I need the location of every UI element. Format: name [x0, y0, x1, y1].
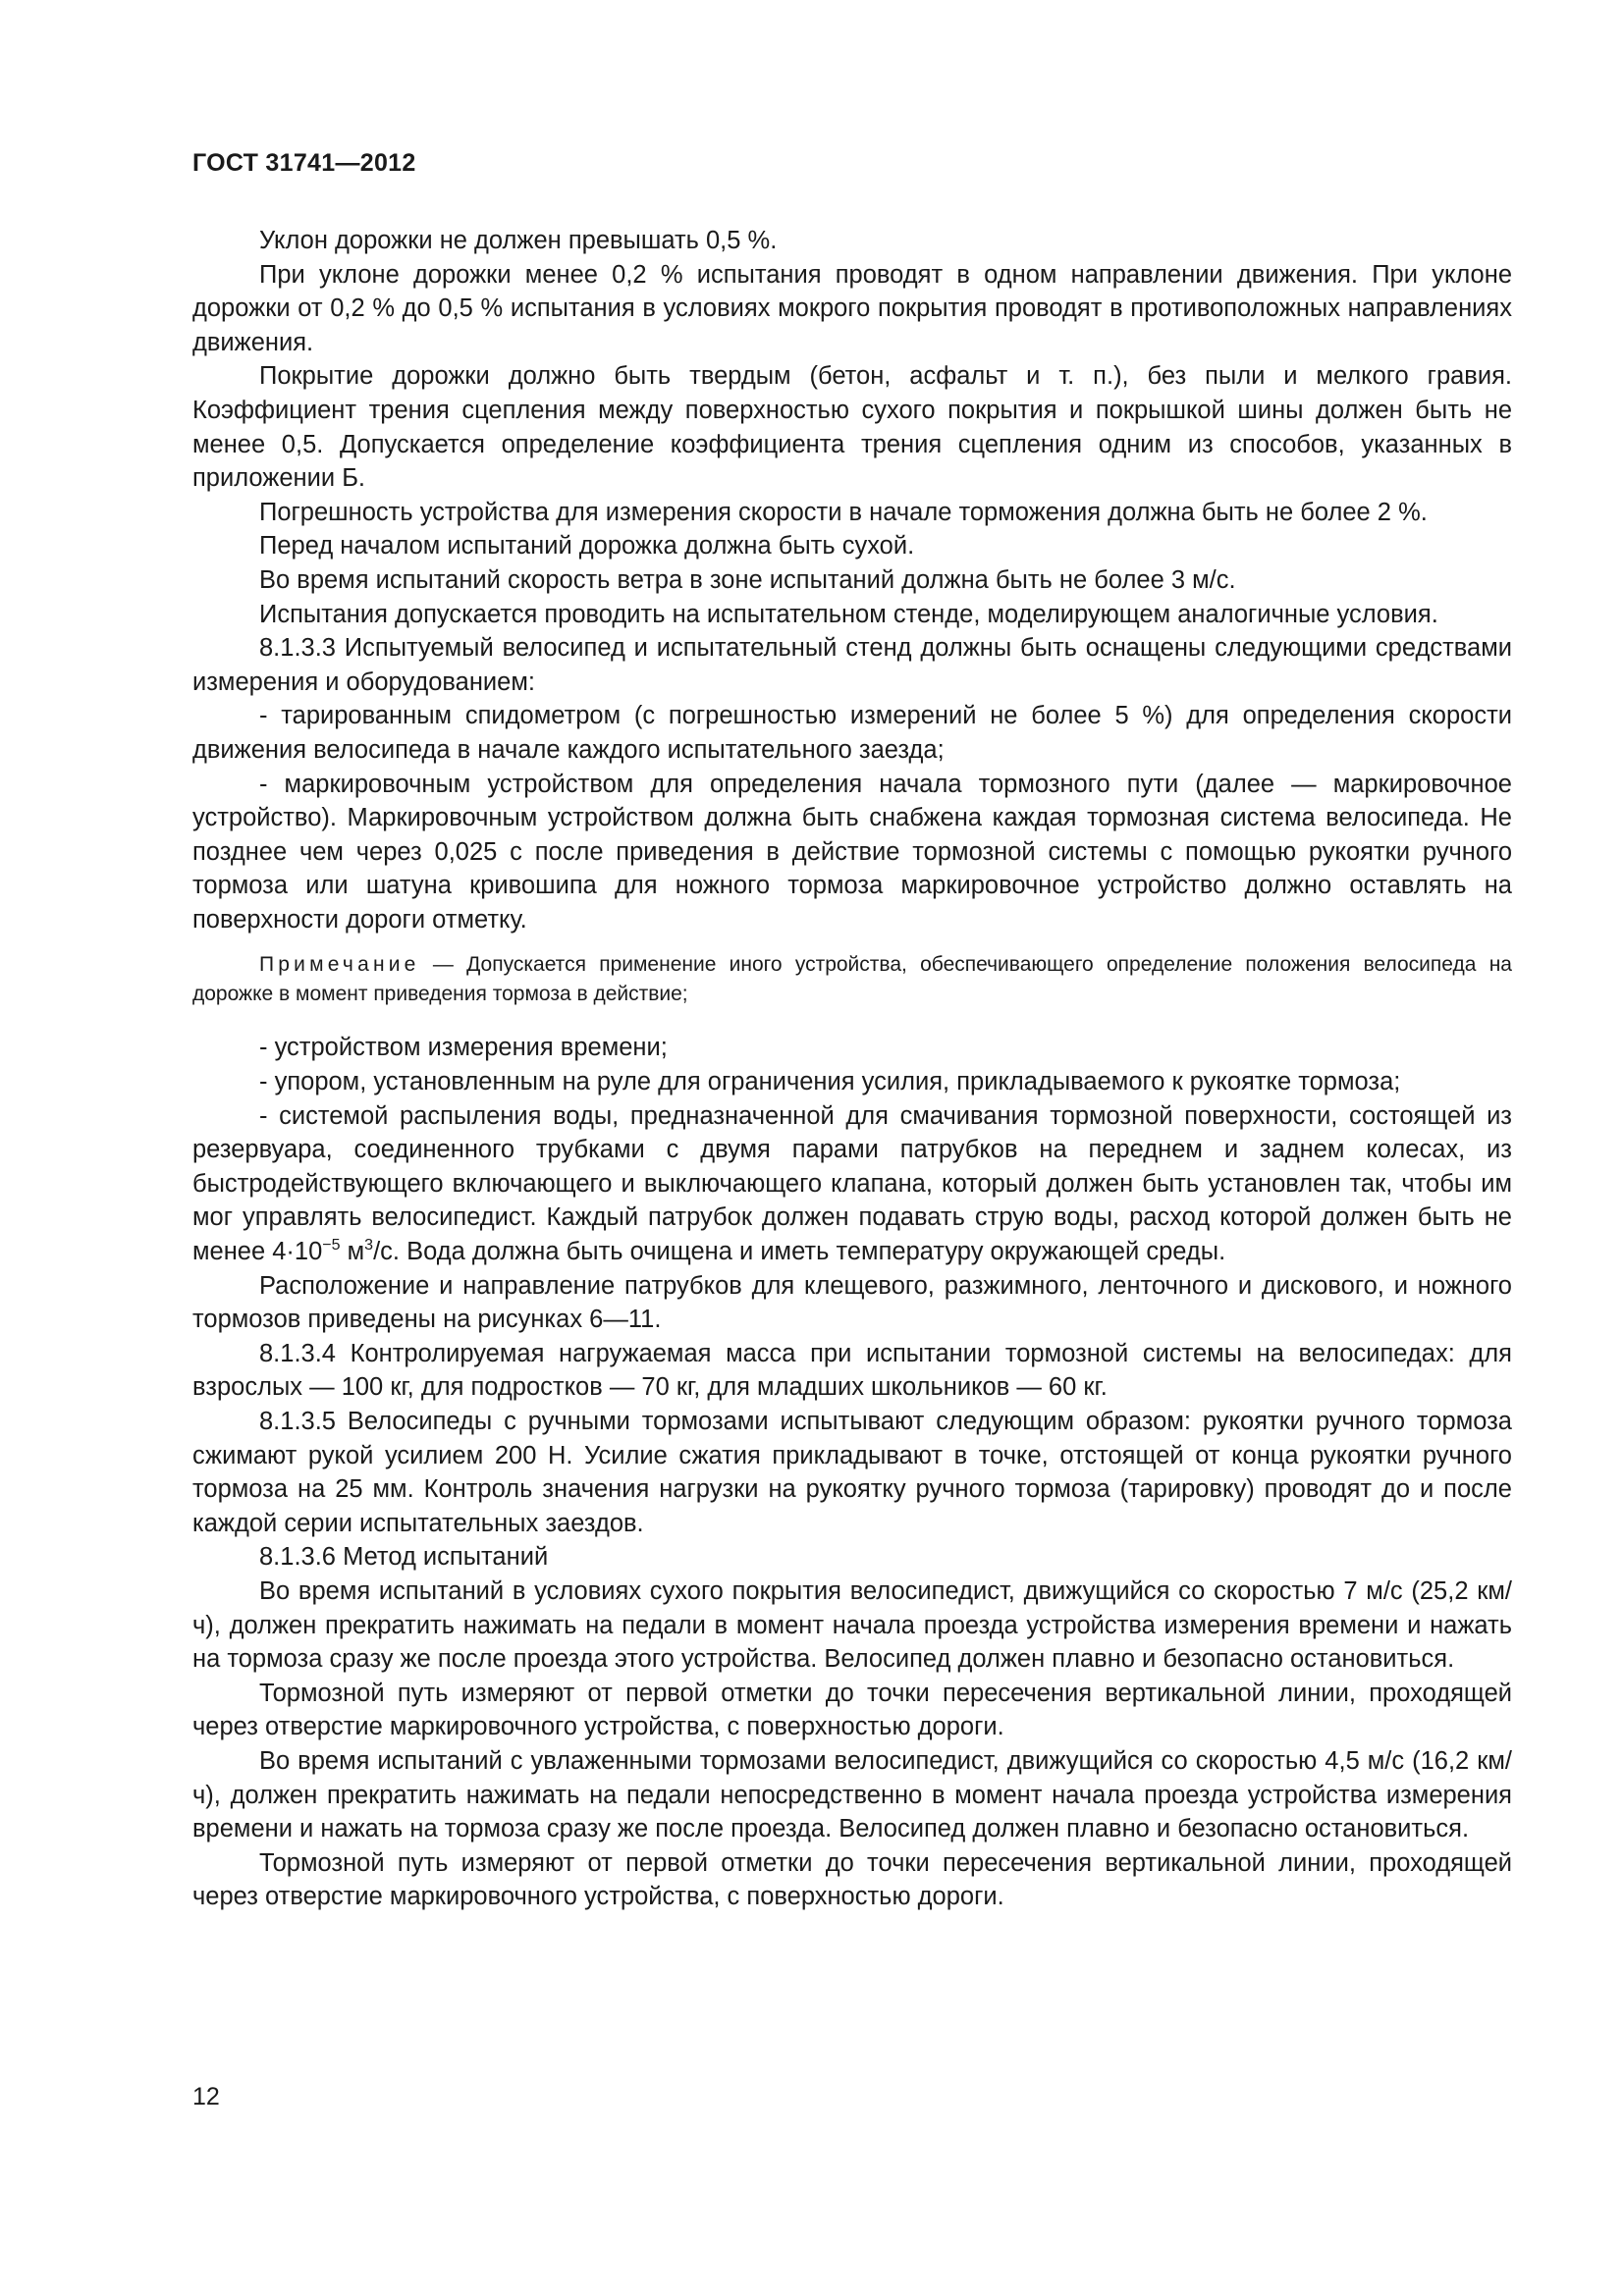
water-text-after: /с. Вода должна быть очищена и иметь температуру окружающей среды. — [373, 1238, 1226, 1266]
paragraph: Погрешность устройства для измерения скорости в начале торможения должна быть не более 2 %. — [259, 498, 1428, 526]
water-text-before: - системой распыления воды, предназначенной для смачивания тормозной поверхности, состоящей из резервуара, соединенного трубками с двумя парами патрубков на переднем и заднем колесах, из быстродействующего включающего и выключающего клапана, который должен быть установлен так, чтобы им мог управлять велосипедист. Каждый патрубок должен подавать струю воды, расход которой должен быть не менее 4·10 — [192, 1101, 1512, 1266]
page-number: 12 — [192, 2083, 220, 2110]
document-body — [192, 224, 1512, 1914]
unit-base: м — [340, 1238, 365, 1266]
unit-exponent: 3 — [364, 1237, 374, 1255]
paragraph: Испытания допускается проводить на испытательном стенде, моделирующем аналогичные условия. — [259, 600, 1438, 628]
paragraph: Во время испытаний с увлаженными тормозами велосипедист, движущийся со скоростью 4,5 м/с (16,2 км/ч), должен прекратить нажимать на педали непосредственно в момент начала проезда устройства измерения времени и нажать на тормоза сразу же после проезда. Велосипед должен плавно и безопасно остановиться. — [192, 1746, 1512, 1843]
section-8-1-3-3: 8.1.3.3 Испытуемый велосипед и испытательный стенд должны быть оснащены следующими средствами измерения и оборудованием: — [192, 634, 1512, 696]
list-item: - маркировочным устройством для определения начала тормозного пути (далее — маркировочное устройство). Маркировочным устройством должна быть снабжена каждая тормозная система велосипеда. Не позднее чем через 0,025 с после приведения в действие тормозной системы с помощью рукоятки ручного тормоза или шатуна кривошипа для ножного тормоза маркировочное устройство должно оставлять на поверхности дороги отметку. — [192, 770, 1512, 934]
list-item: - устройством измерения времени; — [259, 1034, 668, 1062]
paragraph: Перед началом испытаний дорожка должна быть сухой. — [259, 532, 915, 561]
paragraph: Тормозной путь измеряют от первой отметки до точки пересечения вертикальной линии, проходящей через отверстие маркировочного устройства, с поверхностью дороги. — [192, 1679, 1512, 1741]
note — [192, 950, 1512, 1009]
section-8-1-3-6: 8.1.3.6 Метод испытаний — [259, 1543, 549, 1572]
paragraph: Во время испытаний в условиях сухого покрытия велосипедист, движущийся со скоростью 7 м/с (25,2 км/ч), должен прекратить нажимать на педали в момент начала проезда устройства измерения времени и нажать на тормоза сразу же после проезда этого устройства. Велосипед должен плавно и безопасно остановиться. — [192, 1576, 1512, 1674]
paragraph: Тормозной путь измеряют от первой отметки до точки пересечения вертикальной линии, проходящей через отверстие маркировочного устройства, с поверхностью дороги. — [192, 1848, 1512, 1911]
section-8-1-3-5: 8.1.3.5 Велосипеды с ручными тормозами испытывают следующим образом: рукоятки ручного тормоза сжимают рукой усилием 200 Н. Усилие сжатия прикладывают в точке, отстоящей от конца рукоятки ручного тормоза на 25 мм. Контроль значения нагрузки на рукоятку ручного тормоза (тарировку) проводят до и после каждой серии испытательных заездов. — [192, 1408, 1512, 1537]
note-label: Примечание — [259, 953, 420, 977]
paragraph: Во время испытаний скорость ветра в зоне испытаний должна быть не более 3 м/с. — [259, 565, 1236, 594]
exponent: −5 — [322, 1237, 341, 1255]
list-item-water-system — [192, 1099, 1512, 1269]
list-item: - упором, установленным на руле для ограничения усилия, прикладываемого к рукоятке тормоза; — [259, 1068, 1401, 1096]
list-item: - тарированным спидометром (с погрешностью измерений не более 5 %) для определения скорости движения велосипеда в начале каждого испытательного заезда; — [192, 702, 1512, 764]
paragraph: Уклон дорожки не должен превышать 0,5 %. — [259, 227, 778, 254]
paragraph: Покрытие дорожки должно быть твердым (бетон, асфальт и т. п.), без пыли и мелкого гравия. Коэффициент трения сцепления между поверхностью сухого покрытия и покрышкой шины должен быть не менее 0,5. Допускается определение коэффициента трения сцепления одним из способов, указанных в приложении Б. — [192, 362, 1512, 493]
paragraph: При уклоне дорожки менее 0,2 % испытания проводят в одном направлении движения. При уклоне дорожки от 0,2 % до 0,5 % испытания в условиях мокрого покрытия проводят в противоположных направлениях движения. — [192, 260, 1512, 356]
section-8-1-3-4: 8.1.3.4 Контролируемая нагружаемая масса при испытании тормозной системы на велосипедах: для взрослых — 100 кг, для подростков — 70 кг, для младших школьников — 60 кг. — [192, 1339, 1512, 1402]
document-header: ГОСТ 31741—2012 — [192, 149, 416, 177]
paragraph: Расположение и направление патрубков для клещевого, разжимного, ленточного и дискового, и ножного тормозов приведены на рисунках 6—11. — [192, 1271, 1512, 1334]
note-text: — Допускается применение иного устройства, обеспечивающего определение положения велосипеда на дорожке в момент приведения тормоза в действие; — [192, 953, 1512, 1006]
